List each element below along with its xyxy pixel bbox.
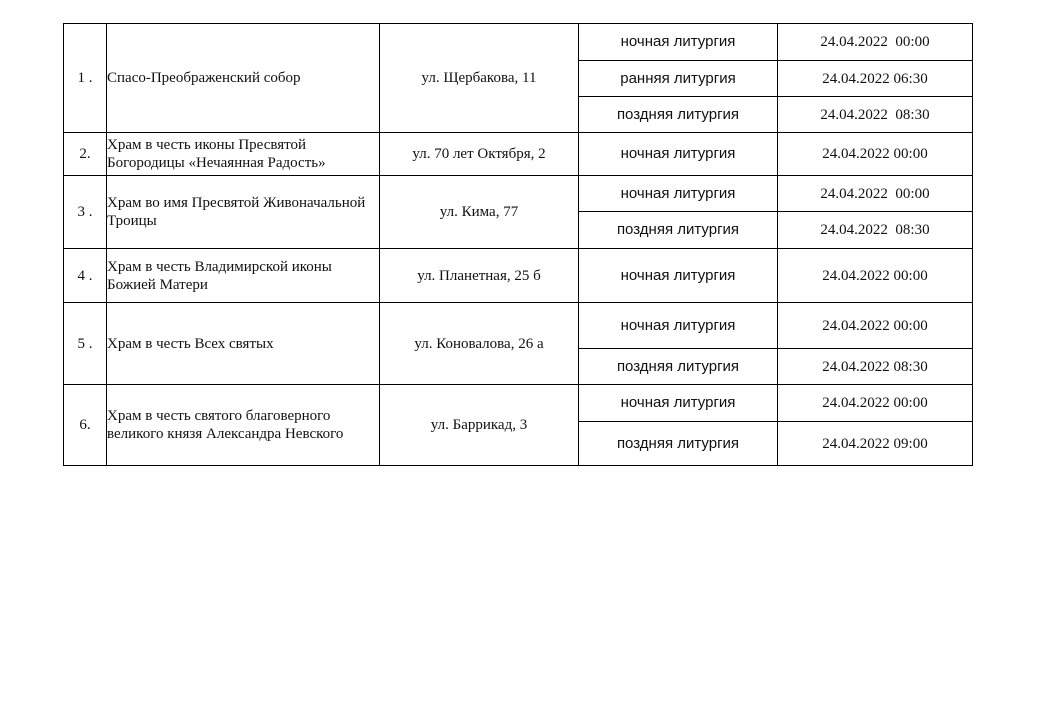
service-datetime bbox=[778, 349, 973, 385]
table-row bbox=[64, 24, 973, 61]
service-datetime-text: 24.04.2022 00:00 bbox=[822, 317, 928, 334]
table-row bbox=[64, 176, 973, 212]
service-datetime-text: 24.04.2022 08:30 bbox=[820, 106, 930, 123]
church-address: ул. Щербакова, 11 bbox=[380, 24, 579, 133]
service-datetime-text: 24.04.2022 00:00 bbox=[822, 146, 928, 162]
service-datetime bbox=[778, 303, 973, 349]
service-datetime-text: 24.04.2022 09:00 bbox=[822, 435, 928, 452]
church-name-text: Храм в честь Владимирской иконы Божией Матери bbox=[107, 258, 332, 293]
service-datetime-text: 24.04.2022 00:00 bbox=[820, 34, 930, 50]
table-row bbox=[64, 303, 973, 349]
service-datetime-text: 24.04.2022 06:30 bbox=[822, 70, 928, 87]
table-row bbox=[64, 385, 973, 422]
service-type: поздняя литургия bbox=[579, 212, 778, 249]
service-datetime bbox=[778, 212, 973, 249]
table-row bbox=[64, 249, 973, 303]
service-datetime-text: 24.04.2022 08:30 bbox=[820, 222, 930, 238]
church-name-text: Храм во имя Пресвятой Живоначальной Троицы bbox=[107, 195, 366, 229]
service-type: поздняя литургия bbox=[579, 97, 778, 133]
service-datetime bbox=[778, 249, 973, 303]
church-address: ул. 70 лет Октября, 2 bbox=[380, 133, 579, 176]
row-number: 3 . bbox=[64, 176, 107, 249]
services-schedule-table bbox=[63, 23, 973, 466]
service-datetime bbox=[778, 61, 973, 97]
row-number: 4 . bbox=[64, 249, 107, 303]
service-type: ранняя литургия bbox=[579, 61, 778, 97]
service-type: поздняя литургия bbox=[579, 422, 778, 466]
service-type: ночная литургия bbox=[579, 303, 778, 349]
church-address: ул. Коновалова, 26 а bbox=[380, 303, 579, 385]
church-name bbox=[107, 176, 380, 249]
church-name bbox=[107, 133, 380, 176]
church-name-text: Спасо-Преображенский собор bbox=[107, 70, 301, 86]
church-name bbox=[107, 249, 380, 303]
row-number: 2. bbox=[64, 133, 107, 176]
service-datetime bbox=[778, 422, 973, 466]
service-type: ночная литургия bbox=[579, 249, 778, 303]
service-type: ночная литургия bbox=[579, 176, 778, 212]
church-name bbox=[107, 303, 380, 385]
church-address: ул. Баррикад, 3 bbox=[380, 385, 579, 466]
service-type: ночная литургия bbox=[579, 133, 778, 176]
row-number: 5 . bbox=[64, 303, 107, 385]
table-row bbox=[64, 133, 973, 176]
church-name bbox=[107, 24, 380, 133]
church-address: ул. Кима, 77 bbox=[380, 176, 579, 249]
service-datetime bbox=[778, 24, 973, 61]
service-datetime-text: 24.04.2022 00:00 bbox=[820, 185, 930, 202]
service-type: ночная литургия bbox=[579, 385, 778, 422]
church-address: ул. Планетная, 25 б bbox=[380, 249, 579, 303]
service-datetime bbox=[778, 176, 973, 212]
service-datetime-text: 24.04.2022 08:30 bbox=[822, 358, 928, 375]
church-name-text: Храм в честь святого благоверного великого князя Александра Невского bbox=[107, 408, 344, 442]
service-datetime bbox=[778, 385, 973, 422]
row-number: 6. bbox=[64, 385, 107, 466]
service-type: ночная литургия bbox=[579, 24, 778, 61]
church-name bbox=[107, 385, 380, 466]
service-datetime-text: 24.04.2022 00:00 bbox=[822, 395, 928, 411]
service-datetime-text: 24.04.2022 00:00 bbox=[822, 267, 928, 284]
church-name-text: Храм в честь иконы Пресвятой Богородицы «Нечаянная Радость» bbox=[107, 137, 326, 171]
church-name-text: Храм в честь Всех святых bbox=[107, 335, 274, 352]
service-type: поздняя литургия bbox=[579, 349, 778, 385]
service-datetime bbox=[778, 133, 973, 176]
service-datetime bbox=[778, 97, 973, 133]
row-number: 1 . bbox=[64, 24, 107, 133]
